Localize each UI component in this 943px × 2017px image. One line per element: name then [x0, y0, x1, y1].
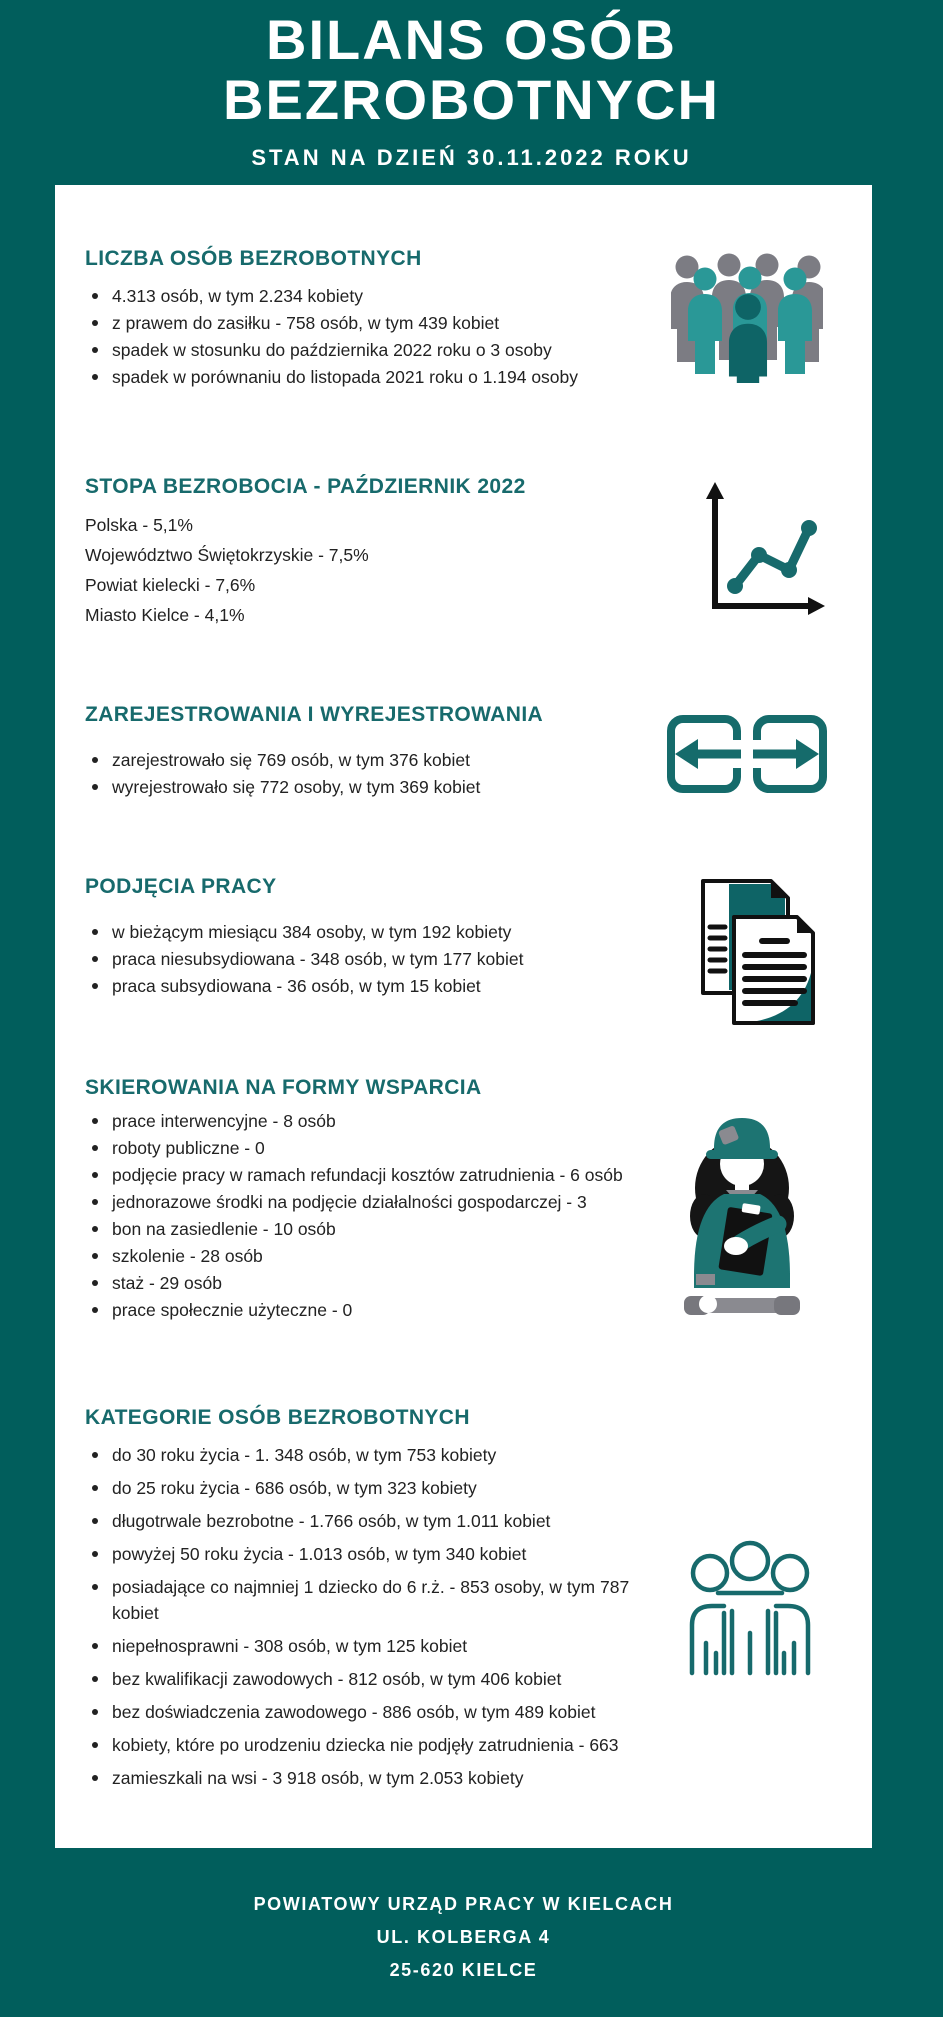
list-item: prace społecznie użyteczne - 0: [85, 1297, 642, 1323]
list-item: Województwo Świętokrzyskie - 7,5%: [85, 544, 369, 565]
footer: [55, 1848, 872, 2017]
section-heading: KATEGORIE OSÓB BEZROBOTNYCH: [85, 1405, 470, 1429]
list-item: w bieżącym miesiącu 384 osoby, w tym 192 kobiety: [85, 919, 667, 945]
section-body: [85, 875, 667, 1030]
list-item: do 25 roku życia - 686 osób, w tym 323 kobiety: [85, 1475, 657, 1501]
list-item: roboty publiczne - 0: [85, 1135, 642, 1161]
worker-woman-icon: [642, 1076, 842, 1324]
list-item: bez kwalifikacji zawodowych - 812 osób, w tym 406 kobiet: [85, 1666, 657, 1692]
list-item: posiadające co najmniej 1 dziecko do 6 r.ż. - 853 osoby, w tym 787 kobiet: [85, 1574, 657, 1626]
section-body: [85, 1076, 642, 1324]
section-item-list: [85, 1108, 642, 1323]
header: [0, 0, 943, 171]
documents-icon: [667, 875, 842, 1030]
section-body: [85, 703, 652, 805]
list-item: powyżej 50 roku życia - 1.013 osób, w tym 340 kobiet: [85, 1541, 657, 1567]
section-support-referrals: [85, 1076, 842, 1324]
list-item: praca niesubsydiowana - 348 osób, w tym 177 kobiet: [85, 946, 667, 972]
list-item: do 30 roku życia - 1. 348 osób, w tym 753 kobiety: [85, 1442, 657, 1468]
section-heading: SKIEROWANIA NA FORMY WSPARCIA: [85, 1075, 482, 1099]
footer-city: 25-620 KIELCE: [389, 1959, 538, 1980]
list-item: praca subsydiowana - 36 osób, w tym 15 kobiet: [85, 973, 667, 999]
crowd-icon: [652, 247, 842, 391]
in-out-arrows-icon: [652, 703, 842, 805]
footer-org-name: POWIATOWY URZĄD PRACY W KIELCACH: [253, 1893, 674, 1914]
list-item: zamieszkali na wsi - 3 918 osób, w tym 2.053 kobiety: [85, 1765, 657, 1791]
list-item: staż - 29 osób: [85, 1270, 642, 1296]
list-item: zarejestrowało się 769 osób, w tym 376 kobiet: [85, 747, 652, 773]
list-item: Miasto Kielce - 4,1%: [85, 604, 245, 625]
section-heading: PODJĘCIA PRACY: [85, 874, 277, 898]
section-item-list: [85, 283, 652, 390]
section-item-list: [85, 1442, 657, 1791]
list-item: długotrwale bezrobotne - 1.766 osób, w tym 1.011 kobiet: [85, 1508, 657, 1534]
list-item: kobiety, które po urodzeniu dziecka nie podjęły zatrudnienia - 663: [85, 1732, 657, 1758]
list-item: jednorazowe środki na podjęcie działalności gospodarczej - 3: [85, 1189, 642, 1215]
section-item-list: [85, 511, 662, 630]
team-outline-icon: [657, 1406, 842, 1798]
section-heading: STOPA BEZROBOCIA - PAŹDZIERNIK 2022: [85, 474, 526, 498]
content-card: [55, 185, 872, 1848]
list-item: prace interwencyjne - 8 osób: [85, 1108, 642, 1134]
section-unemployed-count: [85, 247, 842, 391]
page-title-line2: BEZROBOTNYCH: [223, 68, 720, 132]
section-heading: LICZBA OSÓB BEZROBOTNYCH: [85, 246, 422, 270]
list-item: szkolenie - 28 osób: [85, 1243, 642, 1269]
section-item-list: [85, 747, 652, 800]
list-item: wyrejestrowało się 772 osoby, w tym 369 kobiet: [85, 774, 652, 800]
list-item: bez doświadczenia zawodowego - 886 osób, w tym 489 kobiet: [85, 1699, 657, 1725]
list-item: 4.313 osób, w tym 2.234 kobiety: [85, 283, 652, 309]
section-heading: ZAREJESTROWANIA I WYREJESTROWANIA: [85, 702, 544, 726]
section-job-takeups: [85, 875, 842, 1030]
list-item: Powiat kielecki - 7,6%: [85, 574, 256, 595]
page-title: [0, 10, 943, 131]
list-item: niepełnosprawni - 308 osób, w tym 125 kobiet: [85, 1633, 657, 1659]
trend-chart-icon: [662, 475, 842, 631]
page-subtitle: STAN NA DZIEŃ 30.11.2022 ROKU: [251, 144, 692, 170]
list-item: Polska - 5,1%: [85, 514, 193, 535]
list-item: spadek w porównaniu do listopada 2021 roku o 1.194 osoby: [85, 364, 652, 390]
section-unemployment-rate: [85, 475, 842, 631]
section-body: [85, 247, 652, 391]
list-item: podjęcie pracy w ramach refundacji kosztów zatrudnienia - 6 osób: [85, 1162, 642, 1188]
section-registrations: [85, 703, 842, 805]
footer-street: UL. KOLBERGA 4: [376, 1926, 551, 1947]
section-body: [85, 1406, 657, 1798]
list-item: bon na zasiedlenie - 10 osób: [85, 1216, 642, 1242]
section-item-list: [85, 919, 667, 999]
section-body: [85, 475, 662, 631]
page-title-line1: BILANS OSÓB: [266, 8, 677, 71]
list-item: spadek w stosunku do października 2022 roku o 3 osoby: [85, 337, 652, 363]
list-item: z prawem do zasiłku - 758 osób, w tym 439 kobiet: [85, 310, 652, 336]
section-unemployed-categories: [85, 1406, 842, 1798]
